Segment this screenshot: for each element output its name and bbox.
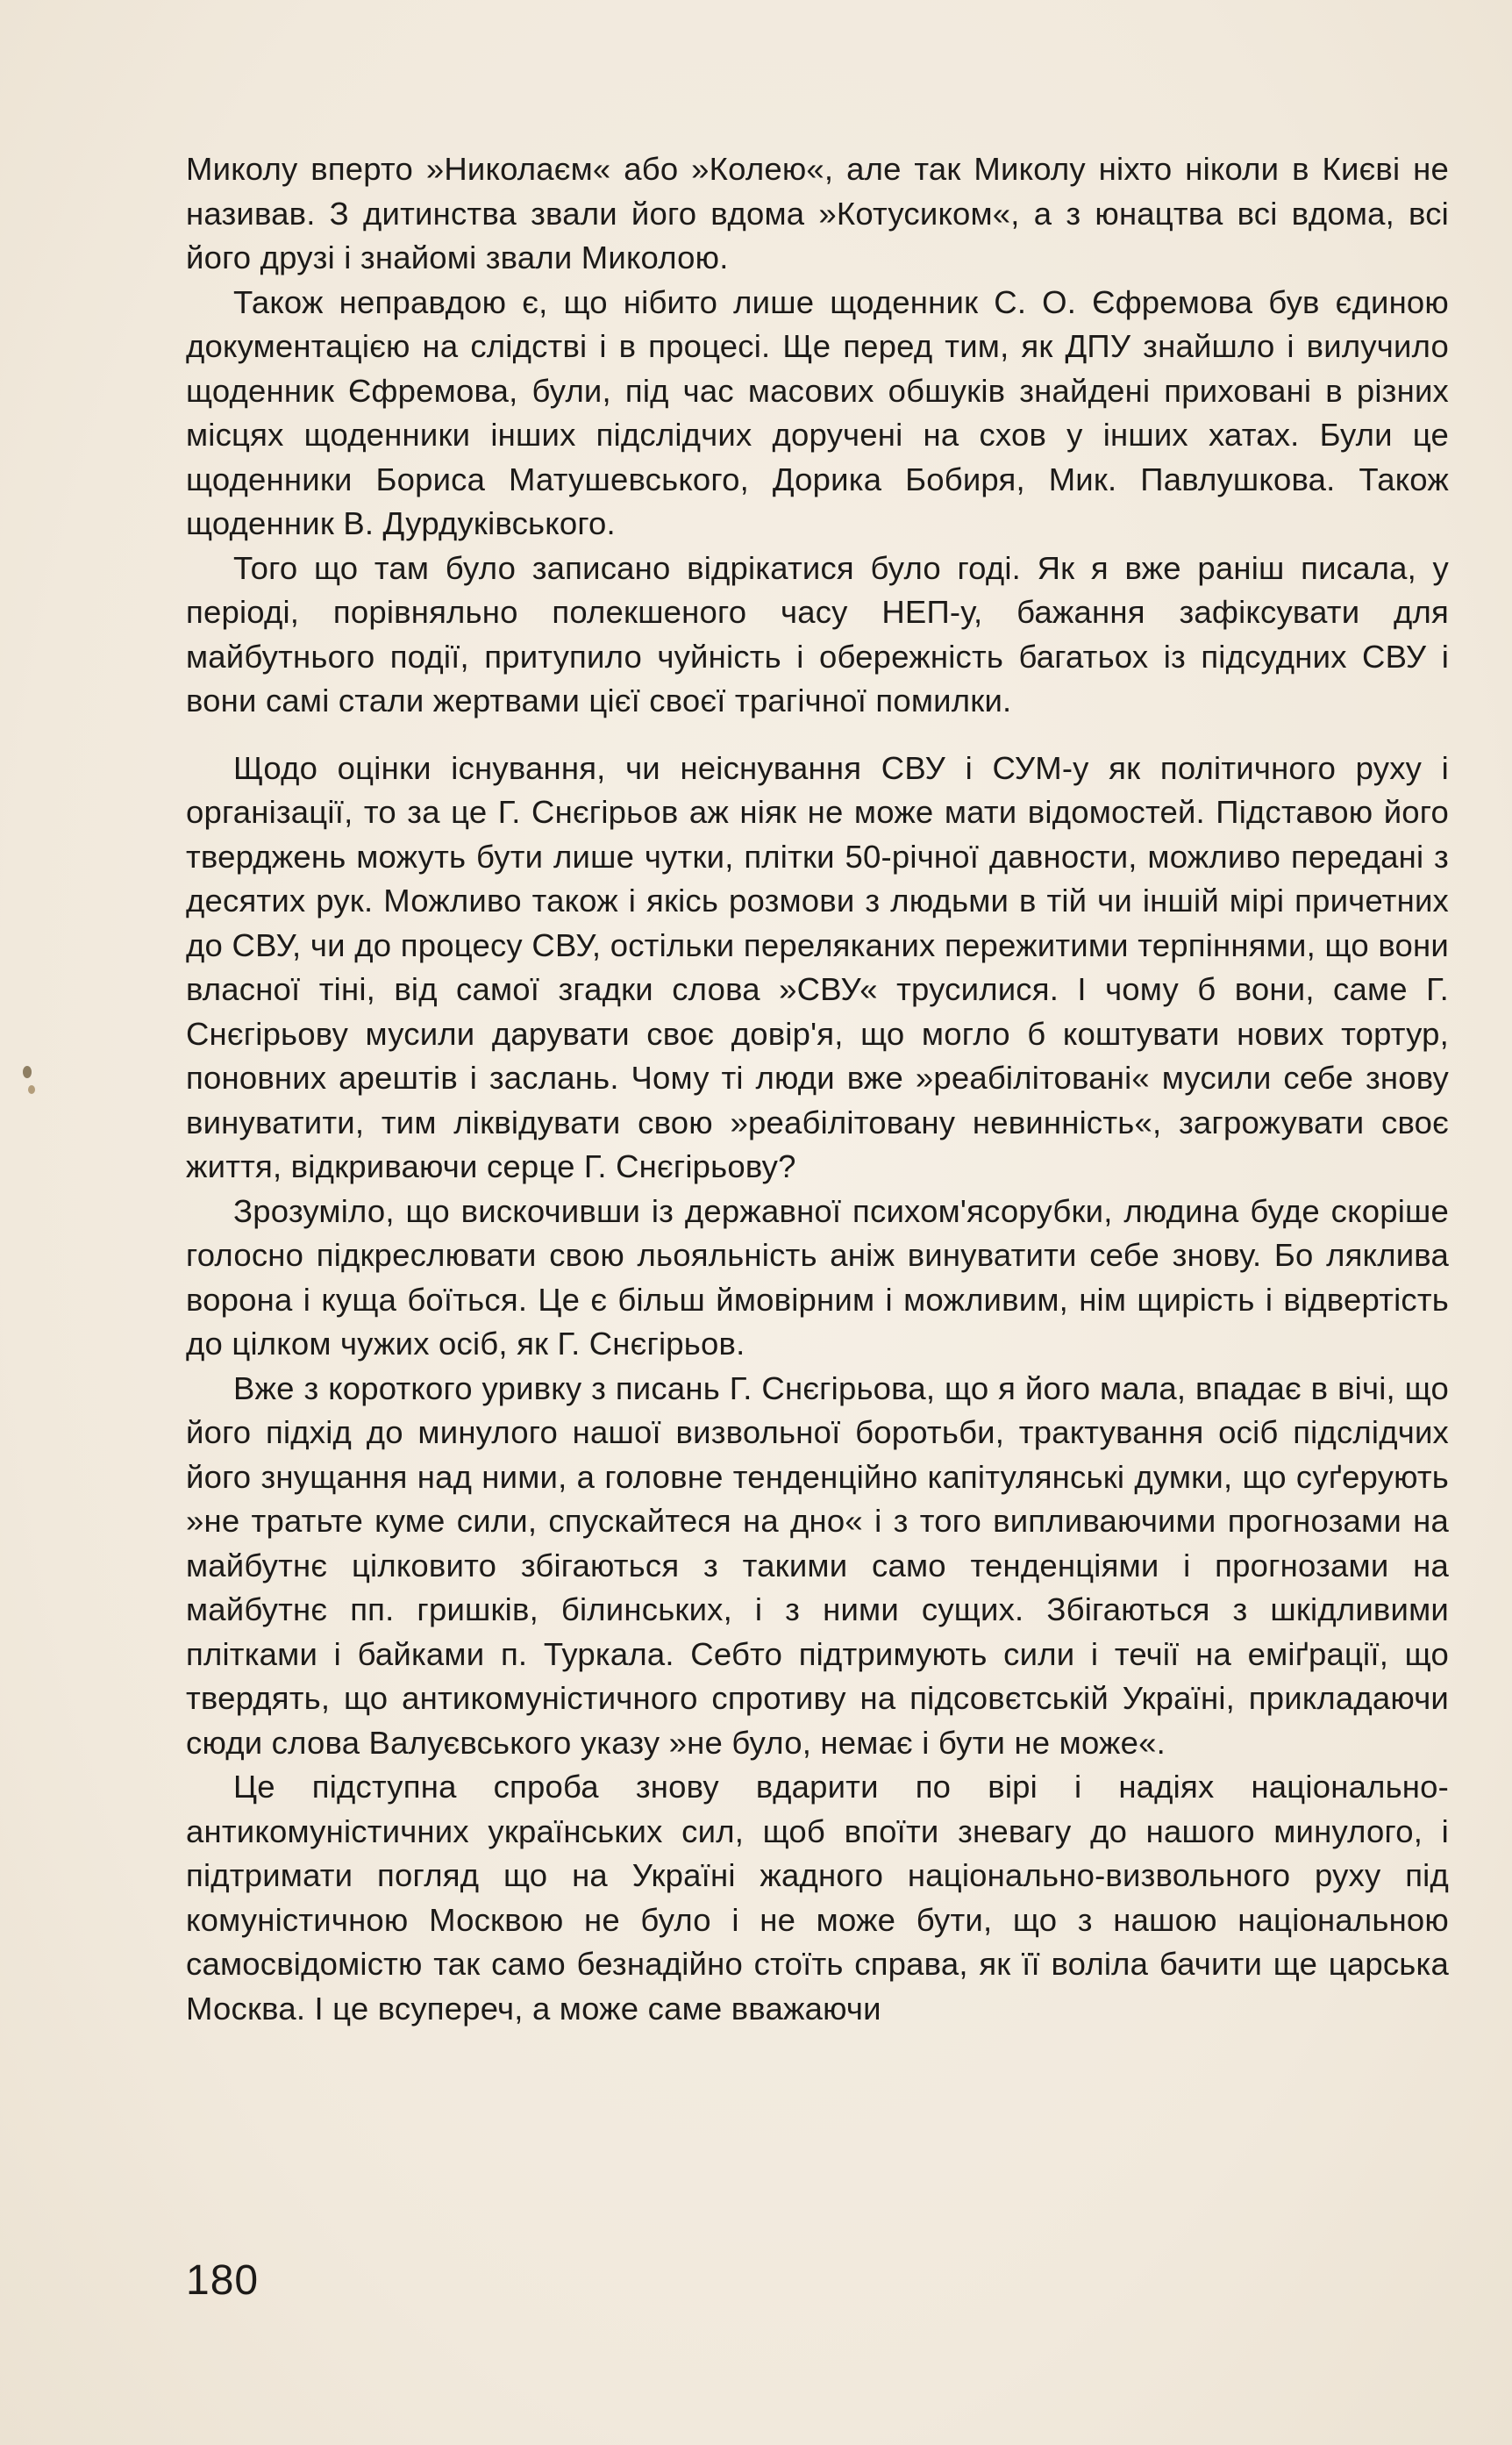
paragraph-3: Того що там було записано відрікатися було годі. Як я вже раніш писала, у періоді, порівняльно полекшеного часу НЕП-у, бажання зафіксувати для майбутнього події, притупило чуйність і обережність багатьох із підсудних СВУ і вони самі стали жертвами цієї своєї трагічної помилки. bbox=[186, 549, 1449, 718]
paragraph-4: Щодо оцінки існування, чи неіснування СВУ і СУМ-у як політичного руху і організації, то за це Г. Снєгірьов аж ніяк не може мати відомостей. Підставою його тверджень можуть бути лише чутки, плітки 50-річної давности, можливо передані з десятих рук. Можливо також і якісь розмови з людьми в тій чи іншій мірі причетних до СВУ, чи до процесу СВУ, остільки переляканих пережитими терпіннями, що вони власної тіні, від самої згадки слова »СВУ« трусилися. І чому б вони, саме Г. Снєгірьову мусили дарувати своє довір'я, що могло б коштувати нових тортур, поновних арештів і заслань. Чому ті люди вже »реабілітовані« мусили себе знову винуватити, тим ліквідувати свою »реабілітовану невинність«, загрожувати своє життя, відкриваючи серце Г. Снєгірьову? bbox=[186, 749, 1449, 1184]
paragraph-5: Зрозуміло, що вискочивши із державної психом'ясорубки, людина буде скоріше голосно підкреслювати свою льояльність аніж винуватити себе знову. Бо ляклива ворона і куща боїться. Це є більш ймовірним і можливим, нім щирість і відвертість до цілком чужих осіб, як Г. Снєгірьов. bbox=[186, 1192, 1449, 1362]
paragraph-6: Вже з короткого уривку з писань Г. Снєгірьова, що я його мала, впадає в вічі, що його підхід до минулого нашої визвольної боротьби, трактування осіб підслідчих його знущання над ними, а головне тенденційно капітулянські думки, що суґерують »не тратьте куме сили, спускайтеся на дно« і з того випливаючими прогнозами на майбутнє цілковито збігаються з такими само тенденціями і прогнозами на майбутнє пп. гришків, білинських, і з ними сущих. Збігаються з шкідливими плітками і байками п. Туркала. Себто підтримують сили і течії на еміґрації, що твердять, що антикомуністичного спротиву на підсовєтській Україні, прикладаючи сюди слова Валуєвського указу »не було, немає і бути не може«. bbox=[186, 1369, 1449, 1761]
paragraph-2: Також неправдою є, що нібито лише щоденник С. О. Єфремова був єдиною документацією на слідстві і в процесі. Ще перед тим, як ДПУ знайшло і вилучило щоденник Єфремова, були, під час масових обшуків знайдені приховані в різних місцях щоденники інших підслідчих доручені на схов у інших хатах. Були це щоденники Бориса Матушевського, Дорика Бобиря, Мик. Павлушкова. Також щоденник В. Дурдуківського. bbox=[186, 283, 1449, 541]
stain-speck bbox=[23, 1066, 32, 1078]
paper-stain bbox=[18, 1057, 44, 1110]
body-text bbox=[186, 147, 1449, 2031]
page-number: 180 bbox=[186, 2257, 260, 2304]
stain-speck bbox=[28, 1085, 35, 1094]
paragraph-1: Миколу вперто »Николаєм« або »Колею«, але так Миколу ніхто ніколи в Києві не називав. З дитинства звали його вдома »Котусиком«, а з юнацтва всі вдома, всі його друзі і знайомі звали Миколою. bbox=[186, 151, 1449, 275]
paragraph-7: Це підступна спроба знову вдарити по вірі і надіях національно-антикомуністичних українських сил, щоб впоїти зневагу до нашого минулого, і підтримати погляд що на Україні жадного національно-визвольного руху під комуністичною Москвою не було і не може бути, що з нашою національною самосвідомістю так само безнадійно стоїть справа, як її воліла бачити ще царська Москва. І це всупереч, а може саме вважаючи bbox=[186, 1769, 1449, 2027]
